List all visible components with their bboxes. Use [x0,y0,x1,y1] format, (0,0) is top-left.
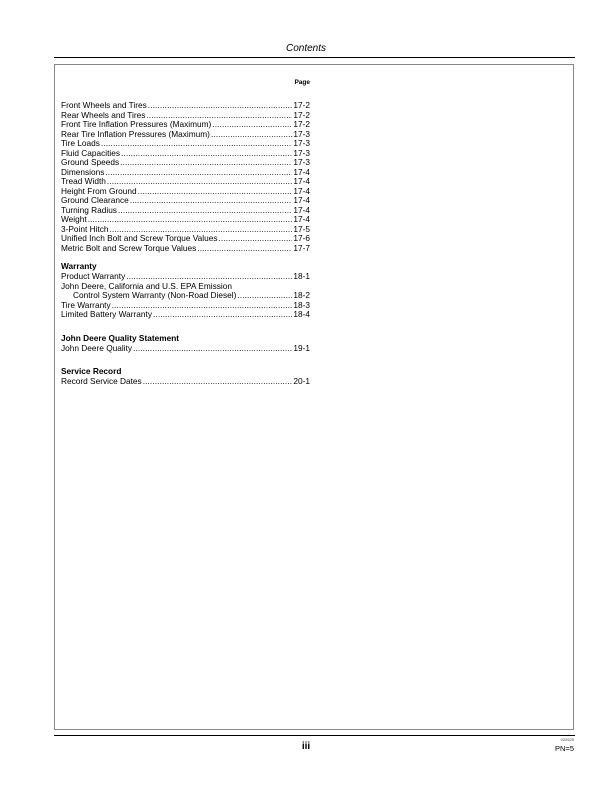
toc-entry-page: 17-6 [293,233,310,243]
toc-entry[interactable] [61,310,310,320]
toc-entry-label: Weight [61,214,87,224]
toc-entry-label: Ground Speeds [61,157,120,167]
leader-dots [212,120,292,130]
section-title-quality: John Deere Quality Statement [61,332,180,343]
toc-entry-page: 17-4 [293,214,310,224]
toc-entry[interactable] [61,244,310,254]
leader-dots [138,187,293,197]
leader-dots [197,244,292,254]
header-rule [54,57,575,58]
toc-entry-label: Tire Warranty [61,299,111,310]
toc-entry-label: Product Warranty [61,271,126,281]
toc-entry-label: Rear Tire Inflation Pressures (Maximum) [61,128,210,139]
section-title-service-record: Service Record [61,366,122,376]
toc-entry[interactable] [61,377,310,387]
toc-entry-label: Control System Warranty (Non-Road Diesel) [73,290,237,300]
toc-entry-label: Dimensions [61,166,105,177]
toc-entry-page: 18-1 [293,271,310,281]
toc-entry-page: 17-5 [293,223,310,234]
toc-entry-page: 20-1 [293,376,310,386]
toc-entry[interactable] [61,206,310,216]
leader-dots [211,130,292,140]
toc-entry-label: 3-Point Hitch [61,223,109,234]
toc-entry-label: Tire Loads [61,138,100,148]
toc-entry-page: 17-3 [293,157,310,167]
footer-rule [54,735,575,736]
leader-dots [130,196,293,206]
toc-entry-label: Metric Bolt and Screw Torque Values [61,242,197,253]
toc-entry-label: Front Tire Inflation Pressures (Maximum) [61,119,212,129]
toc-entry-label: Tread Width [61,176,106,186]
toc-entry-page: 17-4 [293,195,310,205]
section-title-warranty: Warranty [61,261,97,271]
toc-entry-page: 17-2 [293,100,310,110]
toc-entry-page: 17-7 [293,242,310,253]
toc-entry-label: Front Wheels and Tires [61,100,147,110]
leader-dots [153,310,292,320]
toc-entry-label: Fluid Capacities [61,147,121,158]
toc-entry[interactable] [61,344,310,354]
toc-entry-page: 18-3 [293,299,310,310]
toc-entry-label: Record Service Dates [61,376,142,386]
leader-dots [88,215,293,225]
footer-pn: PN=5 [555,744,574,753]
leader-dots [148,101,293,111]
toc-entry-page: 17-4 [293,204,310,215]
toc-entry-page: 17-3 [293,128,310,139]
leader-dots [133,344,292,354]
toc-entry-page: 17-4 [293,166,310,177]
toc-entry-page: 18-2 [293,290,310,300]
footer-page-number: iii [301,741,311,752]
toc-entry-page: 17-2 [293,119,310,129]
leader-dots [237,291,292,301]
toc-entry-label: Ground Clearance [61,195,129,205]
toc-entry-label: Limited Battery Warranty [61,309,152,319]
toc-entry-page: 17-4 [293,185,310,196]
leader-dots [105,168,292,178]
header-title: Contents [285,43,327,54]
table-of-contents [61,78,310,387]
toc-entry-page: 17-3 [293,147,310,158]
leader-dots [101,139,292,149]
footer-code: 020525 [560,737,574,742]
toc-entry-label: Turning Radius [61,204,117,215]
page-column-label: Page [294,79,310,86]
toc-entry-label: Unified Inch Bolt and Screw Torque Values [61,233,218,243]
leader-dots [143,377,293,387]
toc-entry-label-line1[interactable]: John Deere, California and U.S. EPA Emission [61,280,232,291]
leader-dots [118,206,292,216]
toc-entry-page: 18-4 [293,309,310,319]
toc-entry-page: 19-1 [293,342,310,353]
toc-entry-page: 17-3 [293,138,310,148]
toc-entry-label: John Deere Quality [61,342,133,353]
toc-entry-page: 17-2 [293,109,310,120]
toc-entry-label: Rear Wheels and Tires [61,109,146,120]
leader-dots [219,234,293,244]
toc-entry-label: Height From Ground [61,185,137,196]
toc-entry-page: 17-4 [293,176,310,186]
leader-dots [121,149,292,159]
leader-dots [120,158,292,168]
